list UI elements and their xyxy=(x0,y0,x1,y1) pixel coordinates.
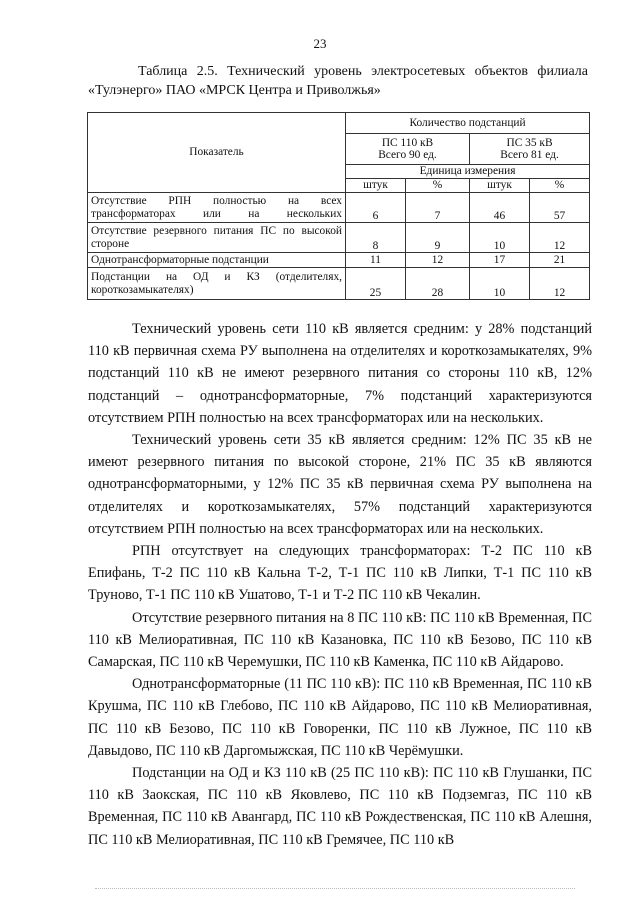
substation-table xyxy=(87,112,590,300)
caption-line-1: Таблица 2.5. Технический уровень электросетевых объектов филиала xyxy=(138,64,588,79)
header-unit-pcs-110: штук xyxy=(346,179,406,193)
row-label: Подстанции на ОД и КЗ (отделителях, короткозамыкателях) xyxy=(88,268,346,300)
paragraph-110kv-level: Технический уровень сети 110 кВ является средним: у 28% подстанций 110 кВ первичная схема РУ выполнена на отделителях и короткозамыкателях, 9% подстанций 110 кВ не имеют резервного питания со стороны 110 кВ, 12% подстанций – однотрансформаторные, 7% подстанций характеризуются отсутствием РПН полностью на всех трансформаторах или на нескольких. xyxy=(88,321,592,426)
cell-pcs-110: 6 xyxy=(346,193,406,223)
scan-artifact-line xyxy=(95,888,575,890)
paragraph-single-transformer: Однотрансформаторные (11 ПС 110 кВ): ПС 110 кВ Временная, ПС 110 кВ Крушма, ПС 110 кВ Глебово, ПС 110 кВ Айдарово, ПС 110 кВ Мелиоративная, ПС 110 кВ Безово, ПС 110 кВ Говоренки, ПС 110 кВ Лужное, ПС 110 кВ Давыдово, ПС 110 кВ Даргомыжская, ПС 110 кВ Черёмушки. xyxy=(88,676,592,759)
cell-pct-110: 7 xyxy=(406,193,470,223)
cell-pcs-35: 46 xyxy=(470,193,530,223)
header-group-35 xyxy=(470,134,590,165)
paragraph-no-reserve: Отсутствие резервного питания на 8 ПС 110 кВ: ПС 110 кВ Временная, ПС 110 кВ Мелиоративная, ПС 110 кВ Казановка, ПС 110 кВ Безово, ПС 110 кВ Самарская, ПС 110 кВ Черемушки, ПС 110 кВ Каменка, ПС 110 кВ Айдарово. xyxy=(88,609,592,671)
cell-pct-35: 12 xyxy=(530,268,590,300)
cell-pcs-110: 8 xyxy=(346,223,406,253)
paragraph-no-rpn: РПН отсутствует на следующих трансформаторах: Т-2 ПС 110 кВ Епифань, Т-2 ПС 110 кВ Кальна Т-2, Т-1 ПС 110 кВ Липки, Т-1 ПС 110 кВ Труново, Т-1 ПС 110 кВ Ушатово, Т-1 и Т-2 ПС 110 кВ Чекалин. xyxy=(88,543,592,604)
page-number: 23 xyxy=(313,36,327,51)
row-label: Однотрансформаторные подстанции xyxy=(88,253,346,268)
header-substation-count: Количество подстанций xyxy=(346,113,590,134)
header-unit-pct-110: % xyxy=(406,179,470,193)
caption-line-2: «Тулэнерго» ПАО «МРСК Центра и Приволжья» xyxy=(88,83,381,98)
group-35-label: ПС 35 кВ xyxy=(506,136,553,149)
cell-pct-35: 57 xyxy=(530,193,590,223)
header-indicator: Показатель xyxy=(88,113,346,193)
header-group-110 xyxy=(346,134,470,165)
cell-pct-35: 12 xyxy=(530,223,590,253)
table-row xyxy=(88,193,590,223)
body-text xyxy=(88,318,592,851)
cell-pcs-35: 17 xyxy=(470,253,530,268)
cell-pct-110: 12 xyxy=(406,253,470,268)
group-35-total: Всего 81 ед. xyxy=(500,149,559,161)
cell-pct-110: 9 xyxy=(406,223,470,253)
table-caption xyxy=(88,62,588,100)
header-unit-pcs-35: штук xyxy=(470,179,530,193)
paragraph-od-kz: Подстанции на ОД и КЗ 110 кВ (25 ПС 110 кВ): ПС 110 кВ Глушанки, ПС 110 кВ Заокская, ПС 110 кВ Яковлево, ПС 110 кВ Подземгаз, ПС 110 кВ Временная, ПС 110 кВ Авангард, ПС 110 кВ Рождественская, ПС 110 кВ Алешня, ПС 110 кВ Мелиоративная, ПС 110 кВ Гремячее, ПС 110 кВ xyxy=(88,765,592,848)
header-unit: Единица измерения xyxy=(346,165,590,179)
header-unit-pct-35: % xyxy=(530,179,590,193)
group-110-total: Всего 90 ед. xyxy=(378,149,437,161)
cell-pcs-110: 11 xyxy=(346,253,406,268)
cell-pct-35: 21 xyxy=(530,253,590,268)
table-row xyxy=(88,268,590,300)
row-label: Отсутствие резервного питания ПС по высокой стороне xyxy=(88,223,346,253)
cell-pcs-110: 25 xyxy=(346,268,406,300)
group-110-label: ПС 110 кВ xyxy=(381,136,434,149)
cell-pct-110: 28 xyxy=(406,268,470,300)
paragraph-35kv-level: Технический уровень сети 35 кВ является средним: 12% ПС 35 кВ не имеют резервного питания по высокой стороне, 21% ПС 35 кВ являются однотрансформаторными, у 12% ПС 35 кВ первичная схема РУ выполнена на отделителях и короткозамыкателях, 57% подстанций характеризуются отсутствием РПН полностью на всех трансформаторах или на нескольких. xyxy=(88,432,592,537)
cell-pcs-35: 10 xyxy=(470,268,530,300)
table-row xyxy=(88,253,590,268)
table-row xyxy=(88,223,590,253)
row-label: Отсутствие РПН полностью на всех трансформаторах или на нескольких xyxy=(88,193,346,223)
cell-pcs-35: 10 xyxy=(470,223,530,253)
